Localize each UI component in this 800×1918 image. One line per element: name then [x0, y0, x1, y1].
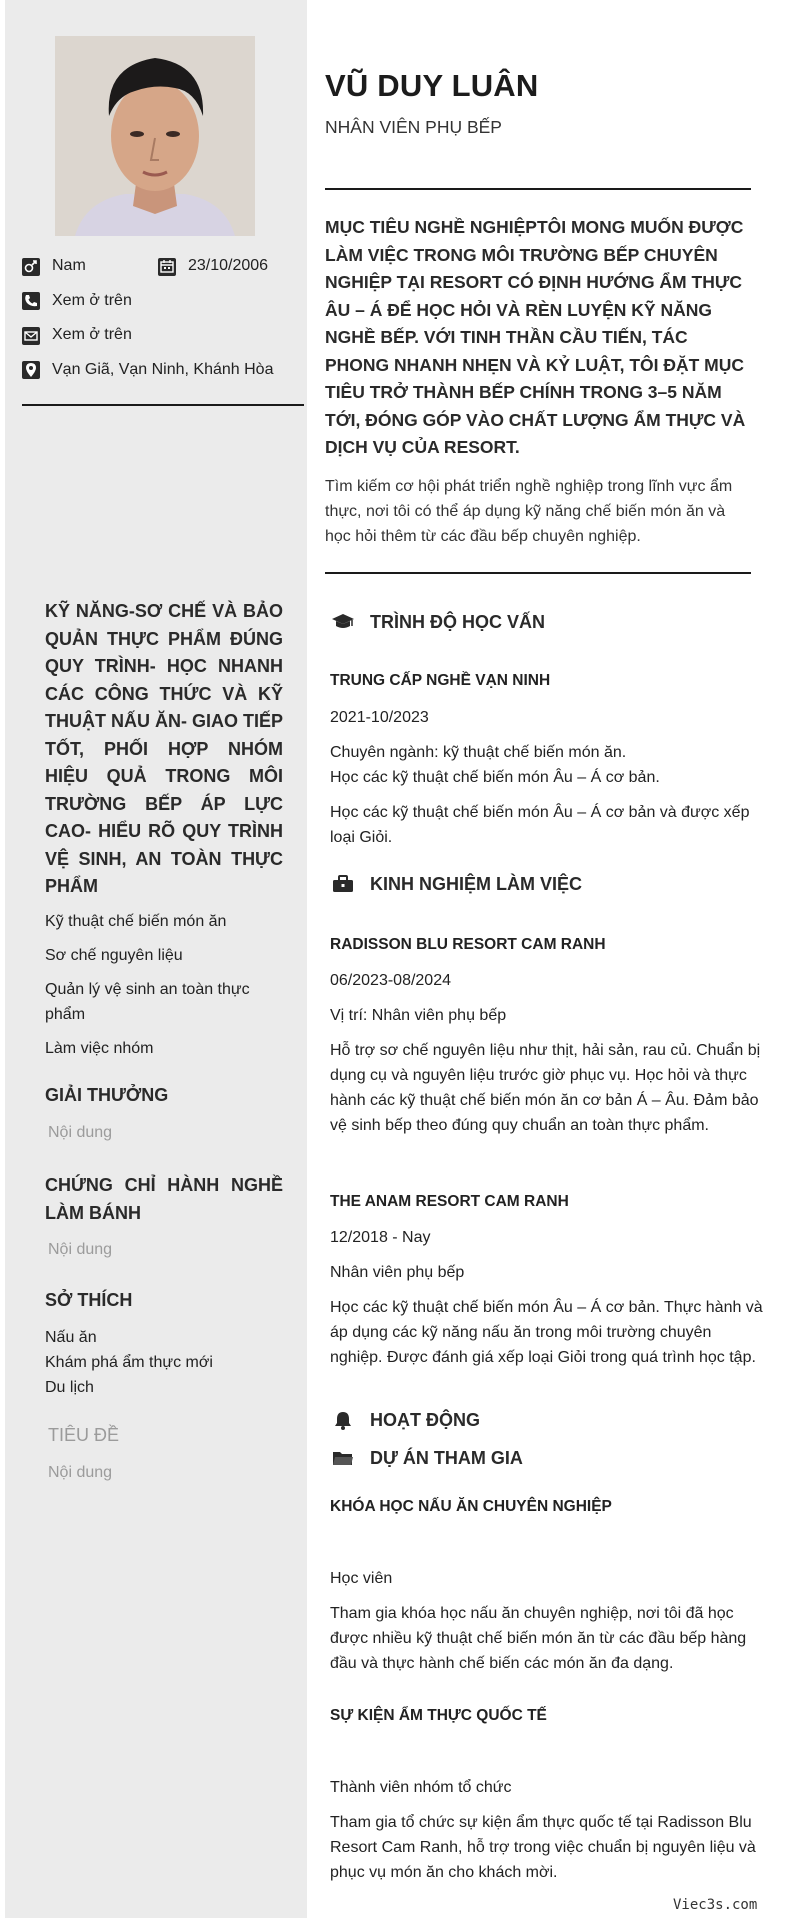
- email-text: Xem ở trên: [52, 326, 132, 343]
- skill-item: Sơ chế nguyên liệu: [45, 946, 183, 964]
- objective-text: Tìm kiếm cơ hội phát triển nghề nghiệp trong lĩnh vực ẩm thực, nơi tôi có thể áp dụng kỹ năng chế biến món ăn và học hỏi thêm từ các đầu bếp chuyên nghiệp.: [325, 478, 733, 545]
- gender-icon: [22, 258, 40, 276]
- skill-item: Quản lý vệ sinh an toàn thực phẩm: [45, 980, 250, 1023]
- divider-objective: [325, 572, 751, 574]
- candidate-position: NHÂN VIÊN PHỤ BẾP: [325, 117, 502, 137]
- experience-job: [330, 932, 770, 1138]
- bell-icon: [330, 1409, 356, 1431]
- activities-section-title: [330, 1407, 480, 1433]
- job-period: 06/2023-08/2024: [330, 972, 451, 989]
- gender-text: Nam: [52, 257, 86, 274]
- education-major-detail: Học các kỹ thuật chế biến món Âu – Á cơ bản.: [330, 769, 660, 786]
- job-company: THE ANAM RESORT CAM RANH: [330, 1193, 569, 1210]
- project-desc: Tham gia khóa học nấu ăn chuyên nghiệp, nơi tôi đã học được nhiều kỹ thuật chế biến món ăn từ các đầu bếp hàng đầu và thực hành chế biến các món ăn đa dạng.: [330, 1605, 747, 1672]
- objective-heading: MỤC TIÊU NGHỀ NGHIỆPTÔI MONG MUỐN ĐƯỢC LÀM VIỆC TRONG MÔI TRƯỜNG BẾP CHUYÊN NGHIỆP TẠI RESORT CÓ ĐỊNH HƯỚNG ẨM THỰC ÂU – Á ĐỂ HỌC HỎI VÀ RÈN LUYỆN KỸ NĂNG NGHỀ BẾP. VỚI TINH THẦN CẦU TIẾN, TÁC PHONG NHANH NHẸN VÀ KỶ LUẬT, TÔI ĐẶT MỤC TIÊU TRỞ THÀNH BẾP CHÍNH TRONG 3–5 NĂM TỚI, ĐÓNG GÓP VÀO CHẤT LƯỢNG ẨM THỰC VÀ DỊCH VỤ CỦA RESORT.: [325, 217, 746, 457]
- extra-content: Nội dung: [48, 1464, 113, 1481]
- projects-section-title: [330, 1445, 523, 1471]
- education-desc: Học các kỹ thuật chế biến món Âu – Á cơ bản và được xếp loại Giỏi.: [330, 804, 750, 846]
- education-major: Chuyên ngành: kỹ thuật chế biến món ăn.: [330, 744, 627, 761]
- folder-icon: [330, 1447, 356, 1469]
- phone-icon: [22, 292, 40, 310]
- job-desc: Học các kỹ thuật chế biến món Âu – Á cơ bản. Thực hành và áp dụng các kỹ năng nấu ăn trong môi trường chuyên nghiệp. Được đánh giá xếp loại Giỏi trong quá trình học tập.: [330, 1299, 763, 1366]
- education-block: [330, 668, 770, 850]
- phone-text: Xem ở trên: [52, 292, 132, 309]
- job-company: RADISSON BLU RESORT CAM RANH: [330, 936, 606, 953]
- education-period: 2021-10/2023: [330, 709, 429, 726]
- job-desc: Hỗ trợ sơ chế nguyên liệu như thịt, hải sản, rau củ. Chuẩn bị dụng cụ và nguyên liệu trước giờ phục vụ. Học hỏi và thực hành các kỹ thuật chế biến món ăn cơ bản Á – Âu. Đảm bảo vệ sinh bếp theo đúng quy chuẩn an toàn thực phẩm.: [330, 1042, 761, 1134]
- skill-item: Kỹ thuật chế biến món ăn: [45, 912, 227, 930]
- skills-heading: KỸ NĂNG-SƠ CHẾ VÀ BẢO QUẢN THỰC PHẨM ĐÚNG QUY TRÌNH- HỌC NHANH CÁC CÔNG THỨC VÀ KỸ THUẬT NẤU ĂN- GIAO TIẾP TỐT, PHỐI HỢP NHÓM HIỆU QUẢ TRONG MÔI TRƯỜNG BẾP ÁP LỰC CAO- HIỂU RÕ QUY TRÌNH VỆ SINH, AN TOÀN THỰC PHẨM: [45, 601, 283, 896]
- projects-heading: DỰ ÁN THAM GIA: [370, 1447, 523, 1468]
- graduation-cap-icon: [330, 611, 356, 633]
- email-icon: [22, 327, 40, 345]
- watermark: Viec3s.com: [673, 1897, 758, 1913]
- project-title: SỰ KIỆN ẨM THỰC QUỐC TẾ: [330, 1707, 547, 1724]
- extra-section: [45, 1425, 283, 1482]
- experience-section-title: [330, 871, 582, 897]
- project-title: KHÓA HỌC NẤU ĂN CHUYÊN NGHIỆP: [330, 1498, 612, 1515]
- briefcase-icon: [330, 873, 356, 895]
- certificates-content: Nội dung: [48, 1241, 113, 1258]
- job-period: 12/2018 - Nay: [330, 1229, 431, 1246]
- experience-heading: KINH NGHIỆM LÀM VIỆC: [370, 873, 583, 894]
- profile-photo: [55, 36, 255, 236]
- hobbies-heading: SỞ THÍCH: [45, 1290, 133, 1310]
- skill-item: Làm việc nhóm: [45, 1039, 154, 1057]
- location-icon: [22, 361, 40, 379]
- certificates-section: [45, 1172, 283, 1259]
- candidate-name: VŨ DUY LUÂN: [325, 68, 539, 103]
- project-item: [330, 1703, 770, 1885]
- project-role: Thành viên nhóm tổ chức: [330, 1779, 512, 1796]
- address-text: Vạn Giã, Vạn Ninh, Khánh Hòa: [52, 361, 274, 378]
- activities-heading: HOẠT ĐỘNG: [370, 1409, 480, 1430]
- awards-content: Nội dung: [48, 1123, 113, 1141]
- project-item: [330, 1494, 770, 1676]
- hobby-item: Du lịch: [45, 1378, 94, 1396]
- extra-heading: TIÊU ĐỀ: [48, 1425, 120, 1445]
- divider-header: [325, 188, 751, 190]
- job-role: Vị trí: Nhân viên phụ bếp: [330, 1007, 507, 1024]
- experience-job: [330, 1189, 770, 1370]
- education-school: TRUNG CẤP NGHỀ VẠN NINH: [330, 672, 551, 689]
- hobbies-section: [45, 1287, 283, 1400]
- birthdate-text: 23/10/2006: [188, 257, 269, 274]
- project-desc: Tham gia tổ chức sự kiện ẩm thực quốc tế tại Radisson Blu Resort Cam Ranh, hỗ trợ trong việc chuẩn bị nguyên liệu và phục vụ món ăn cho khách mời.: [330, 1814, 756, 1881]
- skills-section: [45, 598, 283, 1061]
- job-role: Nhân viên phụ bếp: [330, 1264, 465, 1281]
- calendar-icon: [158, 258, 176, 276]
- awards-section: [45, 1082, 283, 1142]
- divider-contact: [22, 404, 304, 406]
- awards-heading: GIẢI THƯỞNG: [45, 1085, 169, 1105]
- hobby-item: Khám phá ẩm thực mới: [45, 1353, 213, 1371]
- certificates-heading: CHỨNG CHỈ HÀNH NGHỀ LÀM BÁNH: [45, 1175, 283, 1223]
- education-section-title: [330, 609, 545, 635]
- education-heading: TRÌNH ĐỘ HỌC VẤN: [370, 611, 545, 632]
- hobby-item: Nấu ăn: [45, 1328, 97, 1346]
- project-role: Học viên: [330, 1570, 393, 1587]
